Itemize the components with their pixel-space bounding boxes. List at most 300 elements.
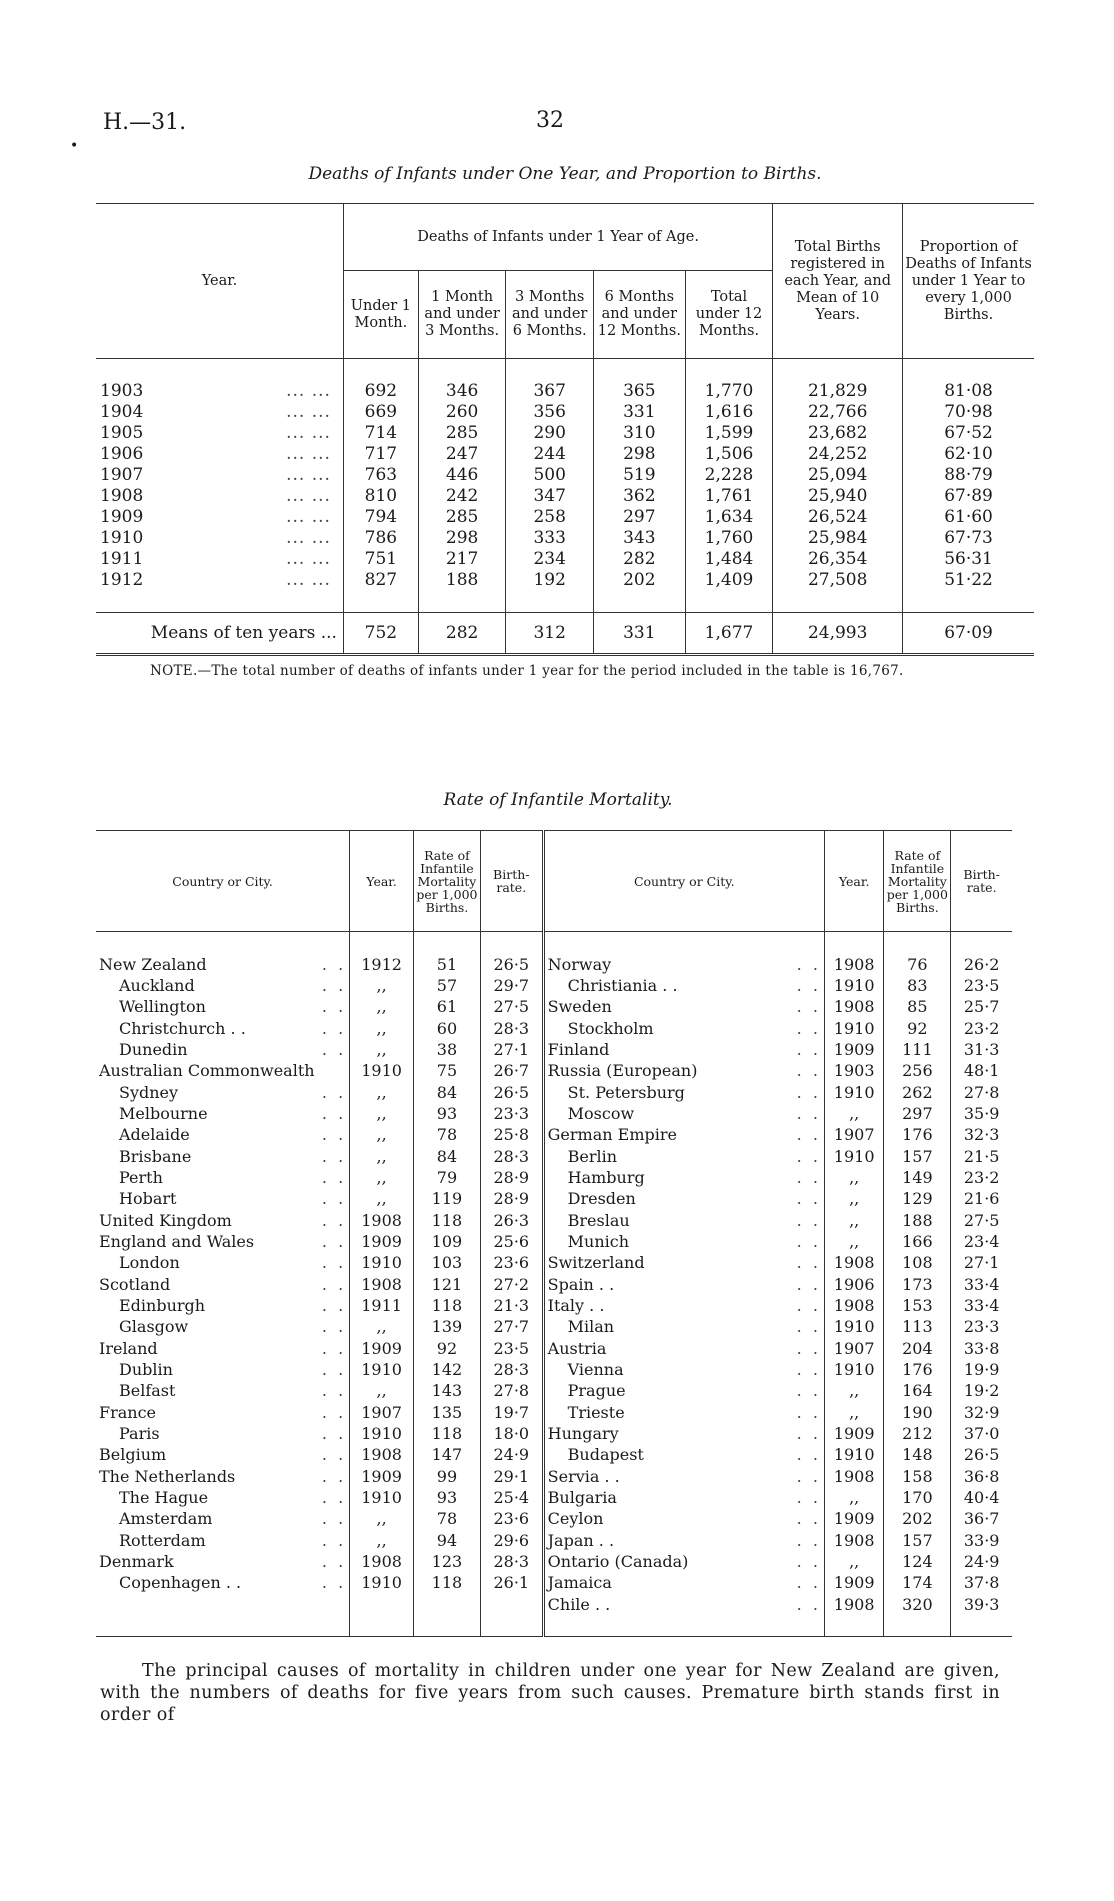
- left-birth: 23·6: [480, 1252, 543, 1273]
- table-row: [96, 1039, 1012, 1060]
- leader-dots: . .: [796, 1445, 821, 1465]
- right-birth: 27·8: [963, 1082, 1000, 1102]
- col-1-3-months: 1 Month and under 3 Months.: [418, 271, 506, 359]
- right-country-cell: [543, 1466, 824, 1487]
- right-country-cell: [543, 1487, 824, 1508]
- left-country-cell: [96, 1231, 350, 1252]
- table-row: [96, 1231, 1012, 1252]
- table-row: [96, 1380, 1012, 1401]
- cell-total: 1,506: [685, 444, 773, 465]
- left-birth: 28·3: [480, 1017, 543, 1038]
- right-year: 1908: [824, 1295, 884, 1316]
- row-year: 1907: [100, 465, 144, 485]
- table-row: [96, 1209, 1012, 1230]
- right-rate: 111: [884, 1039, 951, 1060]
- left-birth: 27·2: [480, 1274, 543, 1295]
- cell-u1: 763: [364, 465, 398, 485]
- right-country-name: Jamaica: [547, 1573, 612, 1593]
- left-year: ,,: [350, 996, 414, 1017]
- col-3-6-months: 3 Months and under 6 Months.: [506, 271, 594, 359]
- left-rate: 61: [414, 996, 481, 1017]
- left-year: 1908: [350, 1274, 414, 1295]
- right-country-cell: [543, 996, 824, 1017]
- right-rate: 212: [884, 1423, 951, 1444]
- leader-dots: . .: [796, 1296, 821, 1316]
- left-country-cell: [96, 1316, 350, 1337]
- right-country-name: Japan . .: [547, 1530, 615, 1550]
- cell-m6_12: 365: [593, 381, 685, 402]
- left-country-name: London: [119, 1253, 180, 1273]
- left-rate: 78: [414, 1124, 481, 1145]
- cell-m3_6: 356: [506, 402, 594, 423]
- left-country-cell: [96, 1530, 350, 1551]
- table-row: [96, 1487, 1012, 1508]
- table-row: [96, 1359, 1012, 1380]
- left-country-cell: [96, 996, 350, 1017]
- right-birth: 19·9: [963, 1360, 1000, 1380]
- leader-dots: . .: [321, 1402, 347, 1422]
- cell-total: 1,760: [685, 528, 773, 549]
- right-year: ,,: [824, 1402, 884, 1423]
- left-country-cell: [96, 975, 350, 996]
- cell-m1_3: 298: [418, 528, 506, 549]
- left-country-name: Melbourne: [119, 1103, 208, 1123]
- right-year: ,,: [824, 1188, 884, 1209]
- right-year: 1907: [824, 1124, 884, 1145]
- col-proportion-header: Proportion of Deaths of Infants under 1 Year to every 1,000 Births.: [903, 204, 1034, 359]
- cell-m6_12: 362: [593, 486, 685, 507]
- right-rate: 176: [884, 1124, 951, 1145]
- cell-u1: 827: [364, 570, 398, 590]
- right-country-cell: [543, 1060, 824, 1081]
- right-country-name: Spain . .: [547, 1274, 615, 1294]
- leader-dots: . .: [321, 1530, 347, 1550]
- left-country-name: England and Wales: [99, 1231, 255, 1251]
- table-row: [96, 1316, 1012, 1337]
- left-year: ,,: [350, 1103, 414, 1124]
- left-birth: 28·3: [480, 1145, 543, 1166]
- right-country-cell: [543, 1188, 824, 1209]
- left-year: 1909: [350, 1338, 414, 1359]
- leader-dots: . .: [796, 1231, 821, 1251]
- leader-dots: . .: [796, 954, 821, 974]
- right-year: 1909: [824, 1039, 884, 1060]
- right-country-name: Vienna: [567, 1360, 624, 1380]
- cell-m1_3: 188: [418, 570, 506, 591]
- left-country-cell: [96, 1209, 350, 1230]
- right-rate: 92: [884, 1017, 951, 1038]
- cell-births: 27,508: [773, 570, 903, 591]
- table-row: [96, 1572, 1012, 1593]
- row-leader: ... ...: [286, 528, 331, 548]
- left-rate: 142: [414, 1359, 481, 1380]
- leader-dots: . .: [321, 1552, 347, 1572]
- table-row: [96, 1551, 1012, 1572]
- table-row: [96, 1167, 1012, 1188]
- left-country-cell: [96, 1572, 350, 1593]
- leader-dots: . .: [796, 1082, 821, 1102]
- margin-dot: •: [70, 138, 79, 154]
- document-reference: H.—31.: [103, 110, 187, 135]
- right-year: 1906: [824, 1274, 884, 1295]
- right-birth: 33·9: [963, 1530, 1000, 1550]
- left-country-name: Paris: [119, 1424, 160, 1444]
- right-birth: 37·8: [963, 1573, 1000, 1593]
- left-birth: 27·7: [480, 1316, 543, 1337]
- right-birth: 27·5: [963, 1210, 1000, 1230]
- right-rate: 164: [884, 1380, 951, 1401]
- left-birth: 24·9: [480, 1444, 543, 1465]
- leader-dots: . .: [796, 1530, 821, 1550]
- right-country-name: Hungary: [547, 1424, 619, 1444]
- left-year: 1910: [350, 1252, 414, 1273]
- left-year: 1908: [350, 1444, 414, 1465]
- left-year: ,,: [350, 1508, 414, 1529]
- left-country-cell: [96, 1145, 350, 1166]
- cell-m1_3: 346: [418, 381, 506, 402]
- leader-dots: . .: [796, 1509, 821, 1529]
- right-birth: 36·7: [963, 1509, 1000, 1529]
- left-birth: 27·5: [480, 996, 543, 1017]
- right-country-cell: [543, 1551, 824, 1572]
- right-country-name: Milan: [567, 1317, 615, 1337]
- right-year: ,,: [824, 1231, 884, 1252]
- left-birth: 29·1: [480, 1466, 543, 1487]
- right-rate-header: Rate of Infantile Mortality per 1,000 Births.: [884, 831, 951, 932]
- leader-dots: . .: [321, 997, 347, 1017]
- cell-m3_6: 500: [506, 465, 594, 486]
- leader-dots: . .: [796, 975, 821, 995]
- right-country-name: German Empire: [547, 1125, 677, 1145]
- leader-dots: . .: [321, 1125, 347, 1145]
- leader-dots: . .: [321, 1103, 347, 1123]
- row-year: 1911: [100, 549, 144, 569]
- cell-prop: 88·79: [903, 465, 1034, 486]
- year-row: [96, 465, 1034, 486]
- right-country-name: Italy . .: [547, 1296, 605, 1316]
- left-rate: 84: [414, 1081, 481, 1102]
- left-year: ,,: [350, 1145, 414, 1166]
- right-country-name: Hamburg: [567, 1167, 645, 1187]
- group-header: Deaths of Infants under 1 Year of Age.: [343, 204, 772, 271]
- left-country-cell: [96, 1188, 350, 1209]
- row-year: 1903: [100, 381, 144, 401]
- left-country-name: Christchurch . .: [119, 1018, 246, 1038]
- right-country-name: Austria: [547, 1338, 607, 1358]
- year-row: [96, 507, 1034, 528]
- leader-dots: . .: [321, 1018, 347, 1038]
- row-leader: ... ...: [286, 381, 331, 401]
- table-row: [96, 953, 1012, 974]
- leader-dots: . .: [321, 1274, 347, 1294]
- table-row: [96, 1402, 1012, 1423]
- left-rate: 84: [414, 1145, 481, 1166]
- right-rate: 158: [884, 1466, 951, 1487]
- table-row: [96, 1466, 1012, 1487]
- cell-m6_12: 310: [593, 423, 685, 444]
- right-birth: 48·1: [963, 1061, 1000, 1081]
- table-row: [96, 975, 1012, 996]
- cell-m6_12: 343: [593, 528, 685, 549]
- cell-m1_3: 242: [418, 486, 506, 507]
- right-country-cell: [543, 1274, 824, 1295]
- year-row: [96, 570, 1034, 591]
- row-leader: ... ...: [286, 507, 331, 527]
- cell-prop: 62·10: [903, 444, 1034, 465]
- right-country-name: Munich: [567, 1231, 630, 1251]
- cell-m6_12: 202: [593, 570, 685, 591]
- cell-births: 22,766: [773, 402, 903, 423]
- right-birth: 39·3: [963, 1594, 1000, 1614]
- left-year: ,,: [350, 1039, 414, 1060]
- table-row: [96, 1060, 1012, 1081]
- leader-dots: . .: [321, 1210, 347, 1230]
- row-leader: ... ...: [286, 465, 331, 485]
- left-year: 1910: [350, 1572, 414, 1593]
- leader-dots: . .: [321, 1466, 347, 1486]
- leader-dots: . .: [796, 1360, 821, 1380]
- cell-births: 23,682: [773, 423, 903, 444]
- right-rate: 153: [884, 1295, 951, 1316]
- leader-dots: . .: [321, 1445, 347, 1465]
- left-year: 1912: [350, 953, 414, 974]
- leader-dots: . .: [796, 1381, 821, 1401]
- row-year: 1906: [100, 444, 144, 464]
- leader-dots: . .: [796, 1594, 821, 1614]
- right-country-cell: [543, 1380, 824, 1401]
- left-rate: 139: [414, 1316, 481, 1337]
- right-birth: 31·3: [963, 1039, 1000, 1059]
- right-year: 1908: [824, 1466, 884, 1487]
- right-birth-header: Birth-rate.: [963, 867, 1000, 895]
- left-birth: 23·5: [480, 1338, 543, 1359]
- left-country-name: Sydney: [119, 1082, 179, 1102]
- leader-dots: . .: [796, 997, 821, 1017]
- left-country-name: Ireland: [99, 1338, 158, 1358]
- right-birth: 21·6: [963, 1189, 1000, 1209]
- left-year: ,,: [350, 1188, 414, 1209]
- leader-dots: . .: [796, 1573, 821, 1593]
- cell-m6_12: 282: [593, 549, 685, 570]
- right-year: 1910: [824, 975, 884, 996]
- right-country-name: Sweden: [547, 997, 612, 1017]
- row-year: 1908: [100, 486, 144, 506]
- left-country-name: The Hague: [119, 1488, 209, 1508]
- left-year: 1907: [350, 1402, 414, 1423]
- left-rate: 118: [414, 1295, 481, 1316]
- right-country-cell: [543, 1252, 824, 1273]
- left-country-name: Australian Commonwealth: [99, 1061, 315, 1081]
- left-rate: 135: [414, 1402, 481, 1423]
- left-country-cell: [96, 1167, 350, 1188]
- right-rate: 157: [884, 1530, 951, 1551]
- row-leader: ... ...: [286, 402, 331, 422]
- right-birth: 25·7: [963, 997, 1000, 1017]
- right-rate: 204: [884, 1338, 951, 1359]
- table2-title: Rate of Infantile Mortality.: [443, 790, 673, 810]
- right-country-cell: [543, 1231, 824, 1252]
- right-birth: 36·8: [963, 1466, 1000, 1486]
- left-rate: 109: [414, 1231, 481, 1252]
- cell-births: 21,829: [773, 381, 903, 402]
- left-country-cell: [96, 1060, 350, 1081]
- right-birth: 33·8: [963, 1338, 1000, 1358]
- left-country-cell: [96, 1274, 350, 1295]
- mean-total: 1,677: [685, 613, 773, 655]
- left-birth: 27·8: [480, 1380, 543, 1401]
- left-country-name: Auckland: [119, 975, 195, 995]
- right-country-cell: [543, 1508, 824, 1529]
- leader-dots: . .: [796, 1466, 821, 1486]
- right-rate: 149: [884, 1167, 951, 1188]
- table-row: [96, 1081, 1012, 1102]
- year-row: [96, 549, 1034, 570]
- cell-prop: 61·60: [903, 507, 1034, 528]
- left-year: 1910: [350, 1359, 414, 1380]
- cell-m1_3: 247: [418, 444, 506, 465]
- right-country-cell: [543, 1124, 824, 1145]
- cell-m1_3: 217: [418, 549, 506, 570]
- left-birth: 19·7: [480, 1402, 543, 1423]
- left-country-cell: [96, 1444, 350, 1465]
- cell-m3_6: 258: [506, 507, 594, 528]
- cell-m1_3: 446: [418, 465, 506, 486]
- left-country-cell: [96, 1338, 350, 1359]
- left-birth: 29·7: [480, 975, 543, 996]
- left-rate: 75: [414, 1060, 481, 1081]
- cell-total: 1,484: [685, 549, 773, 570]
- right-rate: 256: [884, 1060, 951, 1081]
- right-year: 1910: [824, 1444, 884, 1465]
- right-country-name: Ontario (Canada): [547, 1552, 689, 1572]
- left-rate: 121: [414, 1274, 481, 1295]
- right-country-cell: [543, 1402, 824, 1423]
- leader-dots: . .: [796, 1552, 821, 1572]
- right-country-name: Berlin: [567, 1146, 618, 1166]
- left-country-name: Glasgow: [119, 1317, 189, 1337]
- cell-births: 24,252: [773, 444, 903, 465]
- right-birth: 21·5: [963, 1146, 1000, 1166]
- cell-prop: 67·73: [903, 528, 1034, 549]
- table-row: [96, 1252, 1012, 1273]
- col-total: Total under 12 Months.: [685, 271, 773, 359]
- left-birth: 28·9: [480, 1188, 543, 1209]
- leader-dots: . .: [321, 954, 347, 974]
- year-row: [96, 528, 1034, 549]
- right-country-name: Dresden: [567, 1189, 636, 1209]
- cell-u1: 786: [364, 528, 398, 548]
- row-leader: ... ...: [286, 549, 331, 569]
- left-year: ,,: [350, 1167, 414, 1188]
- right-country-name: Finland: [547, 1039, 610, 1059]
- left-rate: 51: [414, 953, 481, 974]
- page-number: 32: [536, 108, 564, 133]
- left-country-name: Adelaide: [119, 1125, 190, 1145]
- col-births-header: Total Births registered in each Year, and Mean of 10 Years.: [773, 204, 903, 359]
- cell-m3_6: 244: [506, 444, 594, 465]
- right-year: 1908: [824, 1252, 884, 1273]
- left-country-name: Wellington: [119, 997, 206, 1017]
- right-year: ,,: [824, 1103, 884, 1124]
- cell-m6_12: 519: [593, 465, 685, 486]
- left-year: ,,: [350, 1081, 414, 1102]
- cell-m3_6: 347: [506, 486, 594, 507]
- right-rate: 173: [884, 1274, 951, 1295]
- cell-births: 26,354: [773, 549, 903, 570]
- right-rate: 157: [884, 1145, 951, 1166]
- cell-u1: 669: [364, 402, 398, 422]
- leader-dots: . .: [321, 1253, 347, 1273]
- right-rate: 85: [884, 996, 951, 1017]
- right-country-name: St. Petersburg: [567, 1082, 685, 1102]
- right-birth: 40·4: [963, 1488, 1000, 1508]
- left-birth: 26·1: [480, 1572, 543, 1593]
- left-country-name: Rotterdam: [119, 1530, 206, 1550]
- right-rate: 170: [884, 1487, 951, 1508]
- infantile-mortality-table: [96, 830, 1012, 1637]
- left-rate: 78: [414, 1508, 481, 1529]
- right-rate: 83: [884, 975, 951, 996]
- left-country-cell: [96, 1017, 350, 1038]
- left-country-cell: [96, 1380, 350, 1401]
- leader-dots: . .: [321, 1317, 347, 1337]
- cell-births: 25,094: [773, 465, 903, 486]
- cell-m3_6: 234: [506, 549, 594, 570]
- left-birth: 21·3: [480, 1295, 543, 1316]
- cell-total: 1,616: [685, 402, 773, 423]
- left-country-name: Scotland: [99, 1274, 171, 1294]
- right-year: ,,: [824, 1380, 884, 1401]
- left-birth: 18·0: [480, 1423, 543, 1444]
- mean-u1: 752: [364, 622, 398, 643]
- table-row: [96, 1017, 1012, 1038]
- year-row: [96, 444, 1034, 465]
- left-year: ,,: [350, 1530, 414, 1551]
- left-rate: 119: [414, 1188, 481, 1209]
- row-leader: ... ...: [286, 444, 331, 464]
- cell-u1: 717: [364, 444, 398, 464]
- left-rate: 92: [414, 1338, 481, 1359]
- mean-prop: 67·09: [903, 613, 1034, 655]
- left-year: 1910: [350, 1423, 414, 1444]
- leader-dots: . .: [321, 1039, 347, 1059]
- left-country-cell: [96, 1103, 350, 1124]
- left-country-name: Perth: [119, 1167, 163, 1187]
- row-year: 1912: [100, 570, 144, 590]
- left-country-cell: [96, 1039, 350, 1060]
- leader-dots: . .: [796, 1402, 821, 1422]
- left-country-name: France: [99, 1402, 157, 1422]
- leader-dots: . .: [796, 1424, 821, 1444]
- right-rate: 176: [884, 1359, 951, 1380]
- left-country-cell: [96, 1252, 350, 1273]
- left-country-name: Belgium: [99, 1445, 167, 1465]
- left-year: 1910: [350, 1487, 414, 1508]
- cell-u1: 751: [364, 549, 398, 569]
- left-year: 1908: [350, 1209, 414, 1230]
- table-row: [96, 1295, 1012, 1316]
- left-rate: 94: [414, 1530, 481, 1551]
- right-birth: 33·4: [963, 1274, 1000, 1294]
- col-6-12-months: 6 Months and under 12 Months.: [593, 271, 685, 359]
- right-rate: 297: [884, 1103, 951, 1124]
- leader-dots: . .: [796, 1061, 821, 1081]
- leader-dots: . .: [321, 975, 347, 995]
- leader-dots: . .: [796, 1274, 821, 1294]
- cell-total: 1,634: [685, 507, 773, 528]
- row-leader: ... ...: [286, 423, 331, 443]
- right-country-name: Moscow: [567, 1103, 635, 1123]
